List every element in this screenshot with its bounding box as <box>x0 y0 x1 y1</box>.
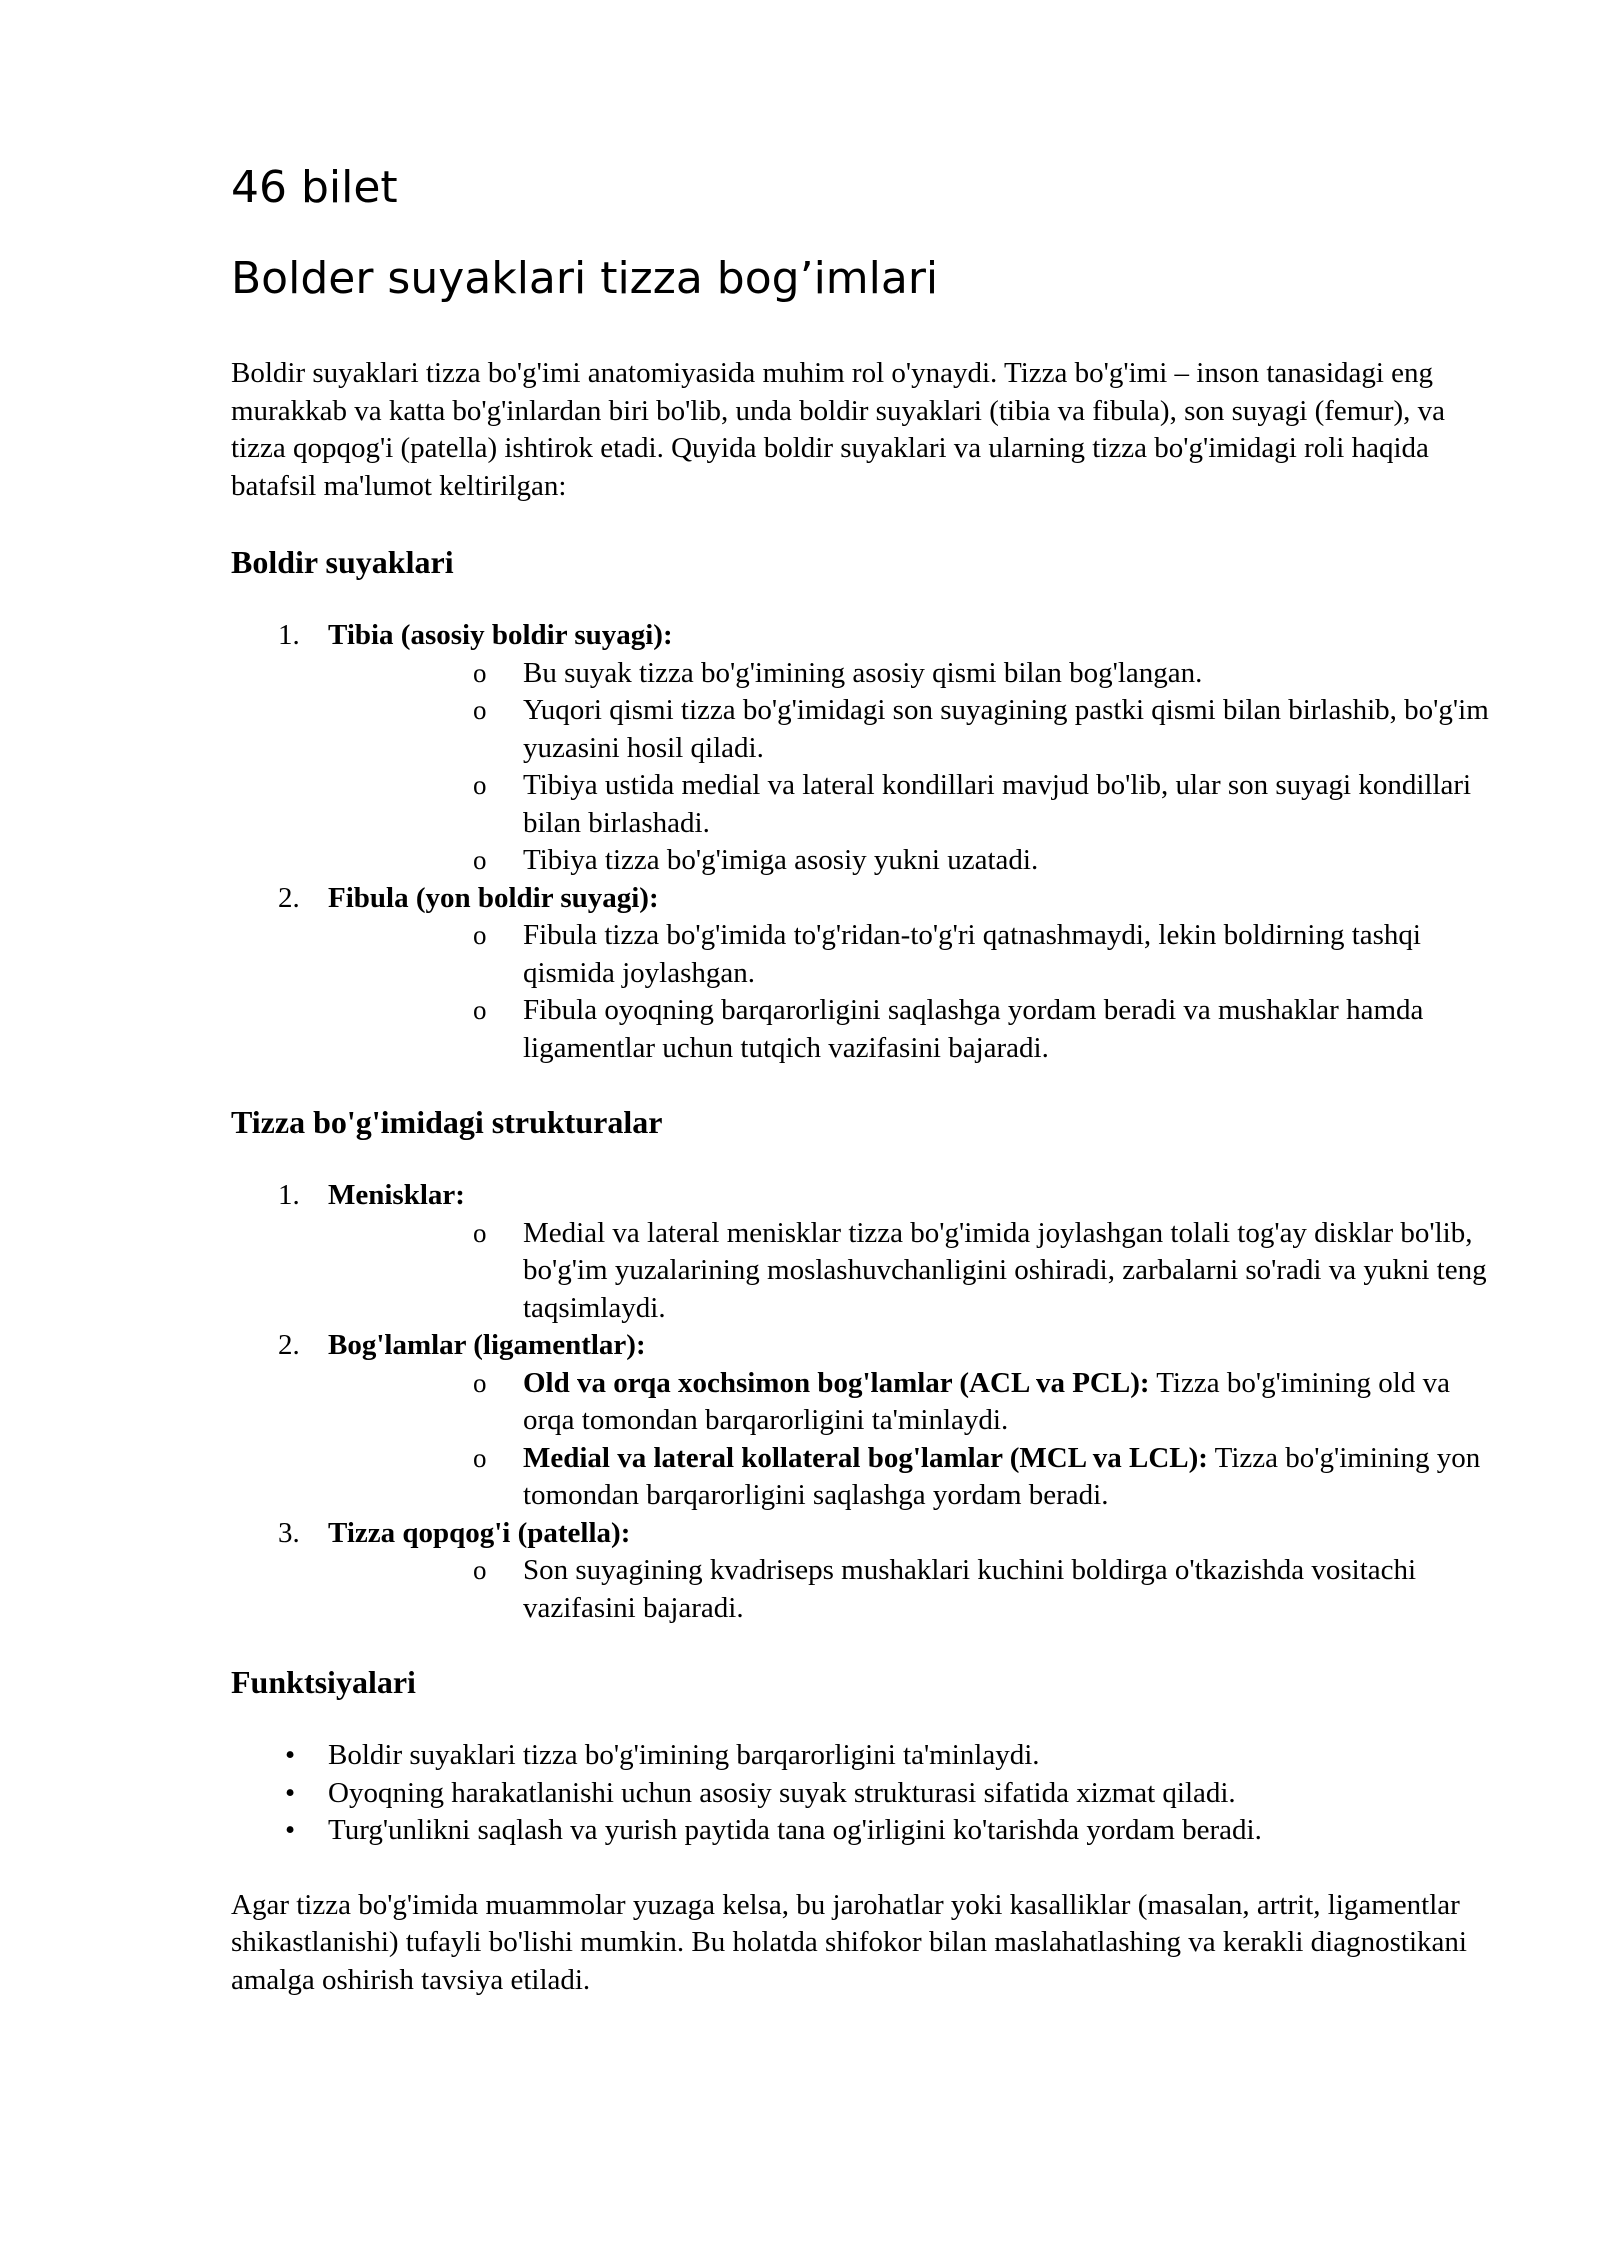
sub-item-text: Tibiya tizza bo'g'imiga asosiy yukni uzatadi. <box>523 844 1039 876</box>
sub-list-item <box>328 767 1491 842</box>
circle-bullet-icon: o <box>473 845 487 875</box>
sub-item-text: Medial va lateral menisklar tizza bo'g'imida joylashgan tolali tog'ay disklar bo'lib, bo'g'im yuzalarining moslashuvchanligini oshiradi, zarbalarni so'radi va yukni teng taqsimlaydi. <box>523 1216 1487 1324</box>
item-label: Fibula (yon boldir suyagi): <box>328 881 659 914</box>
bullet-dot-icon: • <box>285 1814 296 1846</box>
list-number: 3. <box>278 1516 300 1549</box>
circle-bullet-icon: o <box>473 920 487 950</box>
bullet-text: Oyoqning harakatlanishi uchun asosiy suyak strukturasi sifatida xizmat qiladi. <box>328 1776 1236 1809</box>
page-title: 46 bilet <box>231 162 398 213</box>
bullet-text: Boldir suyaklari tizza bo'g'imining barqarorligini ta'minlaydi. <box>328 1739 1040 1771</box>
sub-item-text: Tibiya ustida medial va lateral kondillari mavjud bo'lib, ular son suyagi kondillari bilan birlashadi. <box>523 769 1472 839</box>
item-label: Tibia (asosiy boldir suyagi): <box>328 619 673 651</box>
bullet-item <box>231 1737 1491 1775</box>
circle-bullet-icon: o <box>473 1442 487 1473</box>
circle-bullet-icon: o <box>473 1367 487 1398</box>
list-number: 1. <box>278 619 300 651</box>
sub-list-item <box>328 917 1491 992</box>
section-funktsiyalari <box>231 1662 1491 1850</box>
document-body <box>231 355 1491 1999</box>
sub-item-text: Tizza bo'g'imining yon tomondan barqarorligini saqlashga yordam beradi. <box>523 1441 1481 1511</box>
bullet-dot-icon: • <box>285 1776 296 1809</box>
sub-list-item <box>328 1215 1491 1328</box>
sub-list-item <box>328 992 1491 1067</box>
list-item <box>231 1515 1491 1628</box>
bullet-dot-icon: • <box>285 1739 296 1771</box>
sub-list-item <box>328 655 1491 693</box>
list-number: 1. <box>278 1179 300 1211</box>
section-boldir-suyaklari <box>231 542 1491 1067</box>
list-item <box>231 1327 1491 1515</box>
numbered-list <box>231 617 1491 1067</box>
sub-item-bold: Old va orqa xochsimon bog'lamlar (ACL va PCL): <box>523 1366 1150 1399</box>
circle-bullet-icon: o <box>473 995 487 1025</box>
circle-bullet-icon: o <box>473 657 487 688</box>
sub-list <box>328 1215 1491 1328</box>
sub-list <box>328 1365 1491 1515</box>
list-number: 2. <box>278 1329 300 1361</box>
sub-item-text: Son suyagining kvadriseps mushaklari kuchini boldirga o'tkazishda vositachi vazifasini bajaradi. <box>523 1554 1417 1624</box>
page-subtitle: Bolder suyaklari tizza bog’imlari <box>231 253 939 304</box>
bullet-item <box>231 1812 1491 1850</box>
section-heading: Funktsiyalari <box>231 1664 416 1700</box>
sub-list-item <box>328 1440 1491 1515</box>
item-label: Tizza qopqog'i (patella): <box>328 1516 631 1549</box>
sub-list-item <box>328 842 1491 880</box>
sub-list-item <box>328 1365 1491 1440</box>
item-label: Bog'lamlar (ligamentlar): <box>328 1329 646 1361</box>
sub-item-text: Yuqori qismi tizza bo'g'imidagi son suyagining pastki qismi bilan birlashib, bo'g'im yuzasini hosil qiladi. <box>523 694 1489 764</box>
sub-item-text: Fibula tizza bo'g'imida to'g'ridan-to'g'ri qatnashmaydi, lekin boldirning tashqi qismida joylashgan. <box>523 919 1421 989</box>
list-item <box>231 617 1491 880</box>
bullet-item <box>231 1775 1491 1813</box>
circle-bullet-icon: o <box>473 1217 487 1248</box>
circle-bullet-icon: o <box>473 695 487 725</box>
sub-item-bold: Medial va lateral kollateral bog'lamlar (MCL va LCL): <box>523 1441 1208 1474</box>
intro-paragraph: Boldir suyaklari tizza bo'g'imi anatomiyasida muhim rol o'ynaydi. Tizza bo'g'imi – inson tanasidagi eng murakkab va katta bo'g'inlardan biri bo'lib, unda boldir suyaklari (tibia va fibula), son suyagi (femur), va tizza qopqog'i (patella) ishtirok etadi. Quyida boldir suyaklari va ularning tizza bo'g'imidagi roli haqida batafsil ma'lumot keltirilgan: <box>231 357 1446 502</box>
bullet-list <box>231 1737 1491 1850</box>
item-label: Menisklar: <box>328 1179 465 1211</box>
section-tizza-strukturalar <box>231 1102 1491 1627</box>
circle-bullet-icon: o <box>473 1555 487 1585</box>
list-item <box>231 880 1491 1068</box>
sub-item-text: Tizza bo'g'imining old va orqa tomondan barqarorligini ta'minlaydi. <box>523 1366 1450 1436</box>
sub-list-item <box>328 692 1491 767</box>
sub-item-text: Bu suyak tizza bo'g'imining asosiy qismi bilan bog'langan. <box>523 656 1203 689</box>
conclusion-paragraph: Agar tizza bo'g'imida muammolar yuzaga kelsa, bu jarohatlar yoki kasalliklar (masalan, artrit, ligamentlar shikastlanishi) tufayli bo'lishi mumkin. Bu holatda shifokor bilan maslahatlashing va kerakli diagnostikani amalga oshirish tavsiya etiladi. <box>231 1888 1467 1996</box>
bullet-text: Turg'unlikni saqlash va yurish paytida tana og'irligini ko'tarishda yordam beradi. <box>328 1814 1262 1846</box>
sub-item-text: Fibula oyoqning barqarorligini saqlashga yordam beradi va mushaklar hamda ligamentlar uchun tutqich vazifasini bajaradi. <box>523 994 1424 1064</box>
sub-list <box>328 917 1491 1067</box>
circle-bullet-icon: o <box>473 770 487 800</box>
section-heading: Tizza bo'g'imidagi strukturalar <box>231 1104 663 1140</box>
list-number: 2. <box>278 881 300 914</box>
numbered-list <box>231 1177 1491 1627</box>
list-item <box>231 1177 1491 1327</box>
sub-list <box>328 655 1491 880</box>
section-heading: Boldir suyaklari <box>231 544 454 580</box>
sub-list <box>328 1552 1491 1627</box>
sub-list-item <box>328 1552 1491 1627</box>
